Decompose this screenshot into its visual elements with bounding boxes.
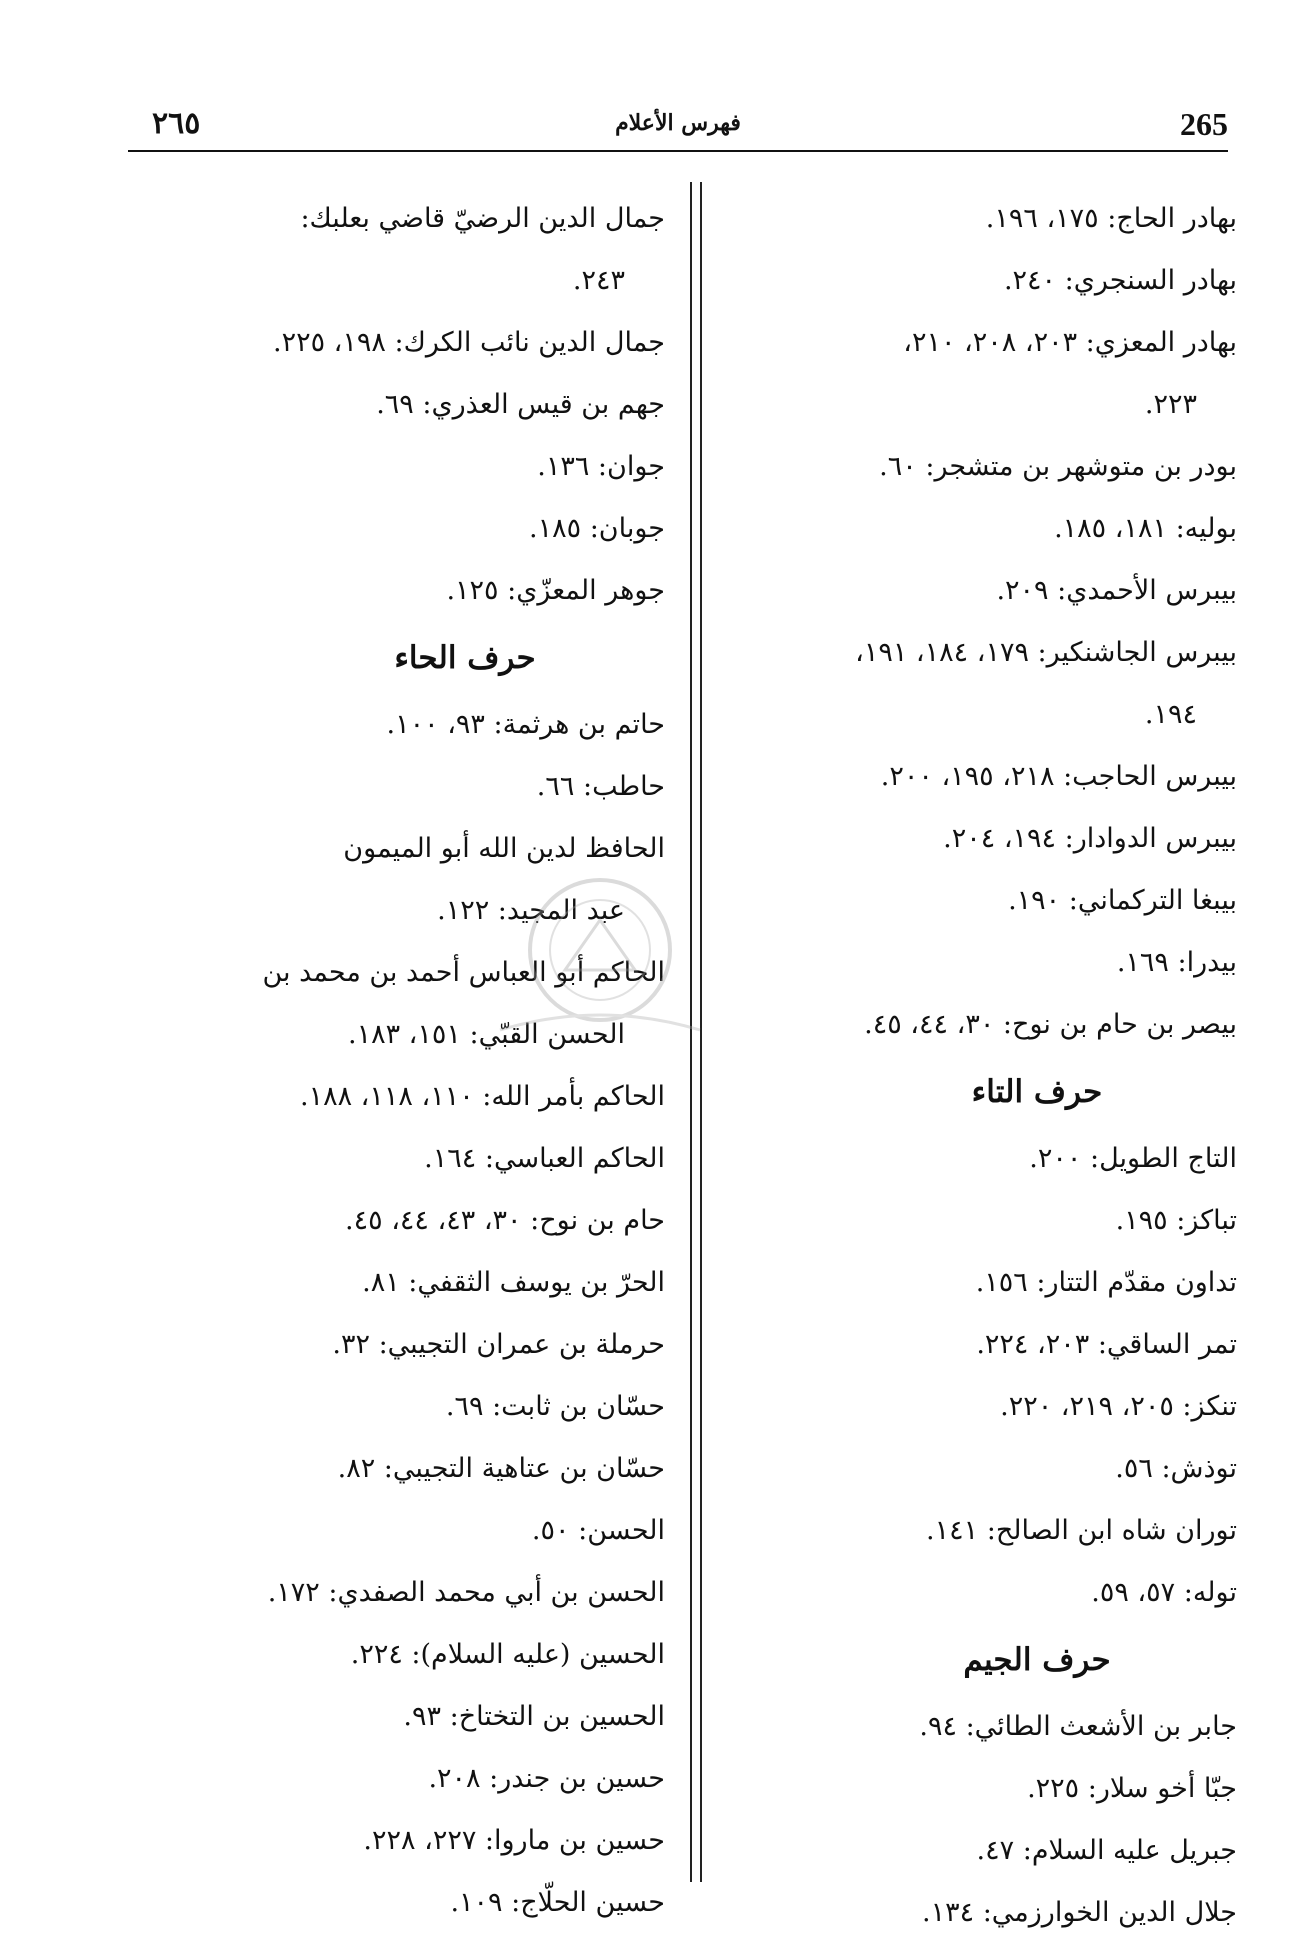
entry-pages: ٩٤. <box>919 1711 957 1742</box>
index-entry <box>717 560 1237 622</box>
entry-name: بهادر الحاج: <box>1098 203 1237 234</box>
entry-pages: ١٩٤، ٢٠٤. <box>943 823 1057 854</box>
index-entry <box>145 1128 665 1190</box>
entry-pages: ٦٦. <box>536 771 575 802</box>
entry-continuation: عبد المجيد: ١٢٢. <box>437 895 625 926</box>
entry-name: بيبرس الجاشنكير: <box>1028 637 1237 668</box>
page-number-arabic: ٢٦٥ <box>152 106 201 141</box>
right-column <box>717 188 1237 1944</box>
entry-name: جوبان: <box>581 513 665 544</box>
entry-name: بوليه: <box>1167 513 1237 544</box>
entry-pages: ٢٠٨. <box>428 1763 481 1794</box>
index-entry <box>717 932 1237 994</box>
entry-name: جلال الدين الخوارزمي: <box>974 1897 1237 1928</box>
entry-continuation: ١٩٤. <box>1144 699 1197 730</box>
index-entry <box>717 994 1237 1056</box>
entry-pages: ١٩٥. <box>1115 1205 1168 1236</box>
entry-name: حسّان بن عتاهية التجيبي: <box>375 1453 665 1484</box>
entry-continuation: ٢٤٣. <box>572 265 625 296</box>
entry-name: حاطب: <box>574 771 665 802</box>
entry-pages: ١٠٩. <box>450 1887 503 1918</box>
index-entry <box>145 1500 665 1562</box>
entry-pages: ٣٢. <box>332 1329 370 1360</box>
entry-name: الحسن: <box>569 1515 665 1546</box>
entry-continuation: ٢٢٣. <box>1144 389 1197 420</box>
index-entry <box>717 1758 1237 1820</box>
entry-name: حسين بن ماروا: <box>476 1825 665 1856</box>
entry-pages: ٨١. <box>362 1267 400 1298</box>
entry-pages: ٦٩. <box>376 389 414 420</box>
entry-pages: ١٧٩، ١٨٤، ١٩١، <box>855 637 1029 668</box>
page-number-latin: 265 <box>1180 106 1228 142</box>
letter-section-heading: حرف التاء <box>971 1074 1103 1110</box>
entry-pages: ٢٠٣، ٢٢٤. <box>976 1329 1090 1360</box>
entry-name: الحاكم العباسي: <box>476 1143 665 1174</box>
entry-name: الحاكم بأمر الله: <box>473 1081 665 1112</box>
entry-pages: ١٣٤. <box>922 1897 975 1928</box>
entry-pages: ١٦٤. <box>424 1143 477 1174</box>
index-entry <box>717 1376 1237 1438</box>
library-stamp-watermark <box>470 860 730 1060</box>
page-header <box>128 100 1228 152</box>
index-entry <box>145 1748 665 1810</box>
entry-pages: ١٤١. <box>926 1515 979 1546</box>
index-entry <box>145 374 665 436</box>
left-column <box>145 188 665 1934</box>
entry-pages: ٥٦. <box>1115 1453 1153 1484</box>
index-entry <box>717 1696 1237 1758</box>
entry-name: تداون مقدّم التتار: <box>1027 1267 1237 1298</box>
entry-name: الحافظ لدين الله أبو الميمون <box>343 833 665 864</box>
index-entry <box>145 1066 665 1128</box>
entry-pages: ٩٣، ١٠٠. <box>386 709 485 740</box>
entry-name: توله: <box>1175 1577 1237 1608</box>
index-entry <box>145 1314 665 1376</box>
entry-name: حاتم بن هرثمة: <box>484 709 665 740</box>
entry-name: تنكز: <box>1173 1391 1237 1422</box>
entry-name: تباكز: <box>1167 1205 1237 1236</box>
entry-name: بيصر بن حام بن نوح: <box>994 1009 1237 1040</box>
entry-pages: ٢٠٥، ٢١٩، ٢٢٠. <box>1000 1391 1174 1422</box>
entry-name: الحسن بن أبي محمد الصفدي: <box>319 1577 665 1608</box>
index-entry <box>717 1562 1237 1624</box>
entry-pages: ٢٢٧، ٢٢٨. <box>363 1825 477 1856</box>
index-entry <box>145 1252 665 1314</box>
entry-pages: ٦٠. <box>879 451 917 482</box>
entry-name: توذش: <box>1152 1453 1237 1484</box>
entry-name: جوان: <box>589 451 665 482</box>
index-entry <box>717 1882 1237 1944</box>
entry-pages: ٣٠، ٤٣، ٤٤، ٤٥. <box>345 1205 522 1236</box>
entry-pages: ٢٠٠. <box>1029 1143 1082 1174</box>
index-entry <box>717 870 1237 932</box>
index-entry <box>717 1820 1237 1882</box>
entry-name: بهادر السنجري: <box>1056 265 1237 296</box>
index-entry <box>145 188 665 312</box>
entry-name: جمال الدين نائب الكرك: <box>385 327 665 358</box>
index-entry <box>145 1872 665 1934</box>
entry-name: تمر الساقي: <box>1089 1329 1237 1360</box>
entry-name: الحاكم أبو العباس أحمد بن محمد بن <box>262 957 665 988</box>
index-entry <box>717 622 1237 746</box>
entry-pages: ٥٠. <box>531 1515 570 1546</box>
letter-section-heading: حرف الحاء <box>394 640 536 676</box>
entry-pages: ١٥٦. <box>975 1267 1028 1298</box>
entry-pages: ١٨١، ١٨٥. <box>1054 513 1167 544</box>
index-entry <box>145 1624 665 1686</box>
entry-name: جابر بن الأشعث الطائي: <box>956 1711 1237 1742</box>
index-entry <box>717 746 1237 808</box>
index-entry <box>145 756 665 818</box>
entry-name: بيبرس الدوادار: <box>1056 823 1237 854</box>
entry-pages: ٢٠٩. <box>996 575 1049 606</box>
index-entry <box>717 312 1237 436</box>
index-entry <box>145 560 665 622</box>
entry-pages: ٣٠، ٤٤، ٤٥. <box>864 1009 995 1040</box>
entry-name: حرملة بن عمران التجيبي: <box>369 1329 665 1360</box>
index-entry <box>145 694 665 756</box>
entry-name: حام بن نوح: <box>521 1205 665 1236</box>
entry-name: الحسين بن التختاخ: <box>441 1701 665 1732</box>
entry-pages: ٦٩. <box>445 1391 484 1422</box>
index-entry <box>145 1190 665 1252</box>
entry-pages: ١٨٥. <box>529 513 582 544</box>
index-entry <box>145 312 665 374</box>
index-entry <box>717 808 1237 870</box>
entry-name: جهم بن قيس العذري: <box>413 389 665 420</box>
entry-name: الحرّ بن يوسف الثقفي: <box>399 1267 665 1298</box>
entry-name: بيبغا التركماني: <box>1060 885 1237 916</box>
entry-pages: ٢٢٥. <box>1027 1773 1080 1804</box>
index-entry <box>717 250 1237 312</box>
entry-name: بيبرس الحاجب: <box>1054 761 1237 792</box>
entry-pages: ١٣٦. <box>537 451 590 482</box>
entry-name: بيبرس الأحمدي: <box>1048 575 1237 606</box>
entry-pages: ١٧٢. <box>267 1577 320 1608</box>
entry-pages: ١٧٥، ١٩٦. <box>985 203 1099 234</box>
entry-name: جبّا أخو سلار: <box>1079 1773 1237 1804</box>
entry-pages: ١٦٩. <box>1116 947 1169 978</box>
entry-pages: ٢١٨، ١٩٥، ٢٠٠. <box>880 761 1055 792</box>
index-entry <box>717 1500 1237 1562</box>
entry-name: حسّان بن ثابت: <box>483 1391 665 1422</box>
entry-pages: ٨٢. <box>337 1453 376 1484</box>
entry-pages: ١٩٨، ٢٢٥. <box>272 327 386 358</box>
entry-name: الحسين (عليه السلام): <box>402 1639 665 1670</box>
index-entry <box>717 188 1237 250</box>
entry-name: جوهر المعزّي: <box>498 575 665 606</box>
entry-name: بيدرا: <box>1168 947 1237 978</box>
index-entry <box>145 436 665 498</box>
index-entry <box>145 1376 665 1438</box>
entry-name: جبريل عليه السلام: <box>1014 1835 1237 1866</box>
entry-name: بهادر المعزي: <box>1077 327 1237 358</box>
entry-name: جمال الدين الرضيّ قاضي بعلبك: <box>300 203 665 234</box>
entry-continuation: الحسن القبّي: ١٥١، ١٨٣. <box>347 1019 625 1050</box>
index-entry <box>717 1438 1237 1500</box>
index-entry <box>145 1810 665 1872</box>
entry-pages: ٤٧. <box>976 1835 1015 1866</box>
entry-pages: ١٢٥. <box>446 575 499 606</box>
index-entry <box>145 1438 665 1500</box>
entry-pages: ١٩٠. <box>1008 885 1061 916</box>
entry-pages: ١١٠، ١١٨، ١٨٨. <box>299 1081 474 1112</box>
entry-name: بودر بن متوشهر بن متشجر: <box>916 451 1237 482</box>
entry-pages: ٢٠٣، ٢٠٨، ٢١٠، <box>903 327 1078 358</box>
index-entry <box>717 1252 1237 1314</box>
entry-pages: ٩٣. <box>403 1701 442 1732</box>
index-entry <box>717 1314 1237 1376</box>
entry-pages: ٢٤٠. <box>1003 265 1057 296</box>
index-entry <box>717 436 1237 498</box>
letter-section-heading: حرف الجيم <box>963 1642 1111 1678</box>
entry-pages: ٥٧، ٥٩. <box>1091 1577 1176 1608</box>
index-entry <box>717 1128 1237 1190</box>
index-entry <box>717 498 1237 560</box>
entry-name: حسين الحلّاج: <box>502 1887 665 1918</box>
index-entry <box>717 1190 1237 1252</box>
entry-name: توران شاه ابن الصالح: <box>978 1515 1237 1546</box>
index-entry <box>145 498 665 560</box>
entry-name: التاج الطويل: <box>1081 1143 1237 1174</box>
entry-name: حسين بن جندر: <box>480 1763 665 1794</box>
running-title: فهرس الأعلام <box>615 110 741 136</box>
entry-pages: ٢٢٤. <box>350 1639 403 1670</box>
index-entry <box>145 1562 665 1624</box>
index-entry <box>145 1686 665 1748</box>
